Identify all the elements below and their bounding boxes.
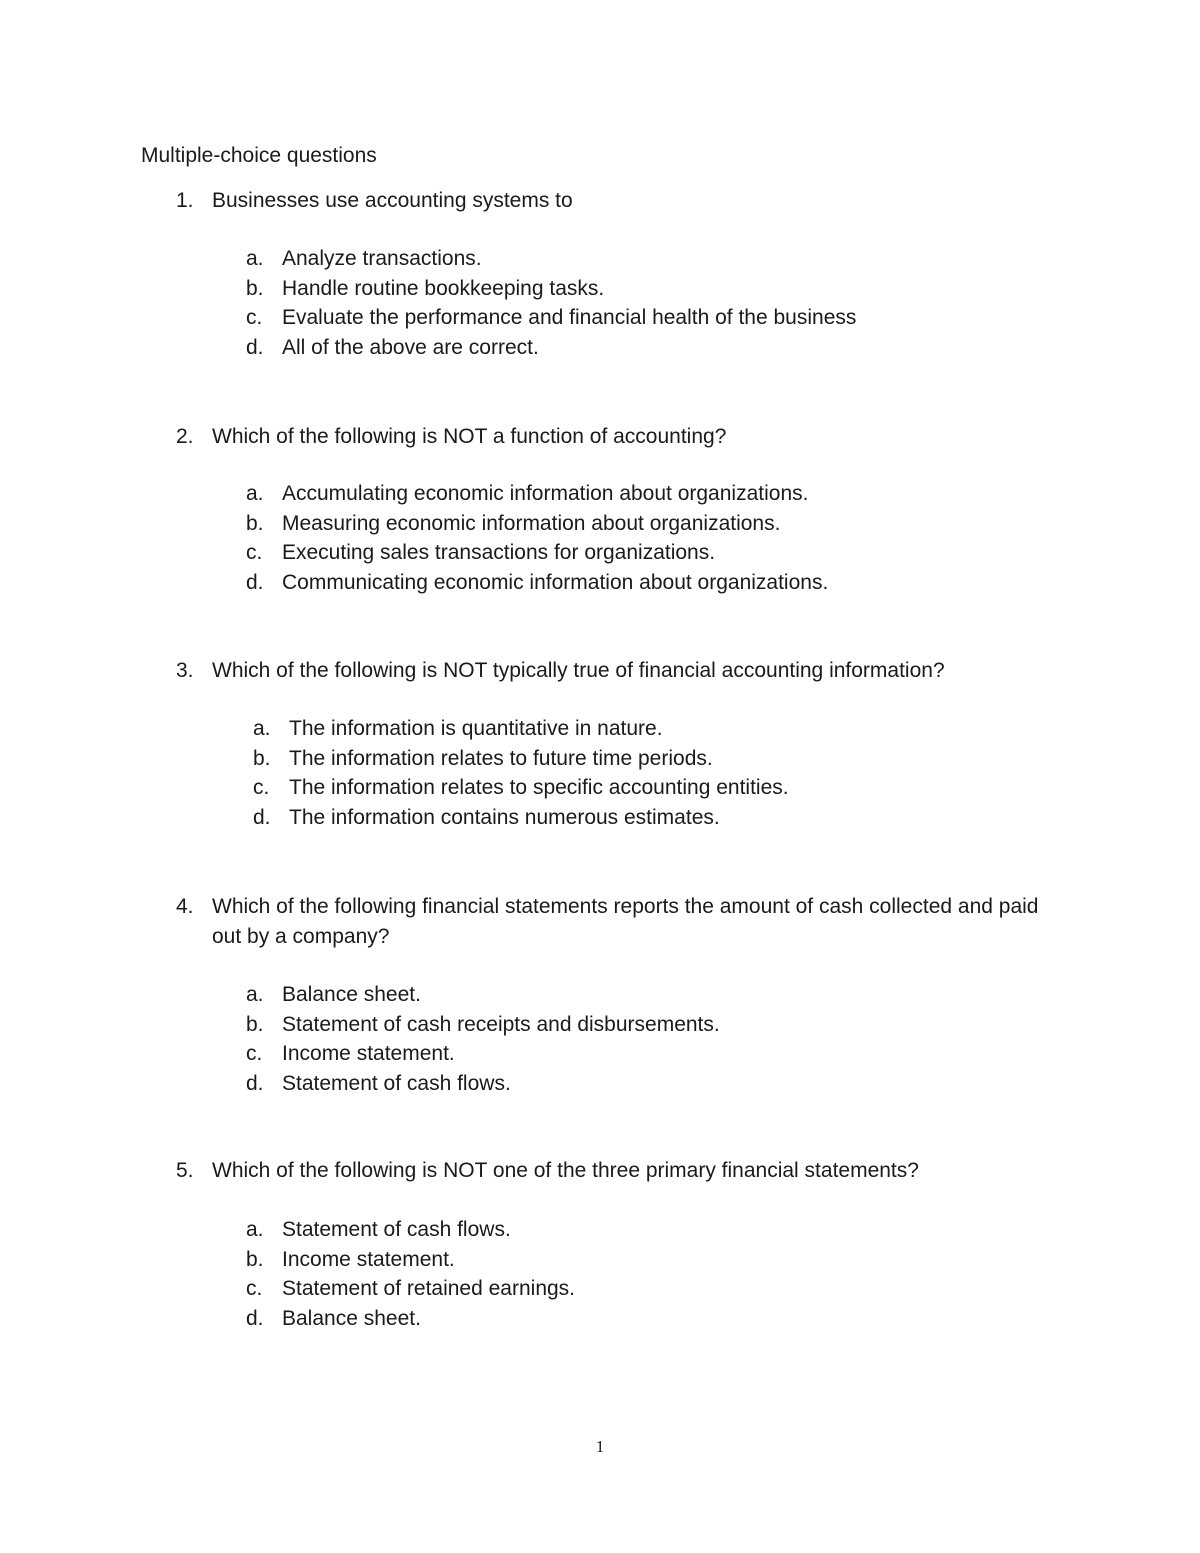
- option-letter: c.: [246, 541, 263, 564]
- option-b: [0, 274, 1200, 304]
- option-letter: d.: [253, 805, 271, 829]
- option-d: [0, 1304, 1200, 1334]
- option-text: Statement of cash flows.: [282, 1218, 511, 1241]
- option-text: The information relates to future time periods.: [289, 746, 713, 770]
- question-text: Which of the following is NOT typically true of financial accounting information?: [212, 659, 945, 682]
- option-a: [0, 244, 1200, 274]
- option-letter: b.: [246, 1012, 264, 1036]
- option-letter: d.: [246, 570, 264, 594]
- option-a: [0, 980, 1200, 1010]
- option-b: [0, 1010, 1200, 1040]
- option-a: [0, 479, 1200, 509]
- option-letter: b.: [246, 511, 264, 535]
- page-number: 1: [595, 1437, 605, 1456]
- option-b: [0, 1245, 1200, 1275]
- question-text: Which of the following is NOT one of the three primary financial statements?: [212, 1159, 919, 1182]
- page-heading: Multiple-choice questions: [141, 144, 377, 167]
- option-d: [0, 333, 1200, 363]
- option-text: The information is quantitative in nature.: [289, 717, 663, 740]
- option-letter: c.: [246, 1042, 263, 1065]
- question-number: 3.: [176, 659, 194, 682]
- option-a: [0, 714, 1200, 744]
- option-letter: d.: [246, 1306, 264, 1330]
- option-letter: b.: [246, 1247, 264, 1271]
- question-text: Which of the following financial statements reports the amount of cash collected and paid out by a company?: [212, 895, 1039, 948]
- option-text: Handle routine bookkeeping tasks.: [282, 276, 605, 300]
- option-letter: a.: [246, 983, 264, 1006]
- option-letter: c.: [253, 776, 270, 799]
- option-text: Income statement.: [282, 1247, 455, 1271]
- option-letter: a.: [246, 1218, 264, 1241]
- question-number: 1.: [176, 189, 194, 212]
- option-c: [0, 1039, 1200, 1069]
- option-text: Statement of cash flows.: [282, 1071, 511, 1095]
- option-c: [0, 303, 1200, 333]
- option-d: [0, 803, 1200, 833]
- option-letter: d.: [246, 335, 264, 359]
- question-text: Which of the following is NOT a function of accounting?: [212, 425, 727, 448]
- option-letter: c.: [246, 1277, 263, 1300]
- option-d: [0, 568, 1200, 598]
- option-a: [0, 1215, 1200, 1245]
- option-letter: c.: [246, 306, 263, 329]
- option-text: Accumulating economic information about organizations.: [282, 482, 809, 505]
- option-letter: a.: [246, 247, 264, 270]
- option-text: Communicating economic information about organizations.: [282, 570, 829, 594]
- question-text: Businesses use accounting systems to: [212, 189, 573, 212]
- option-letter: b.: [253, 746, 271, 770]
- option-b: [0, 744, 1200, 774]
- option-letter: a.: [253, 717, 271, 740]
- option-d: [0, 1069, 1200, 1099]
- option-c: [0, 773, 1200, 803]
- option-text: Balance sheet.: [282, 983, 421, 1006]
- option-letter: d.: [246, 1071, 264, 1095]
- option-c: [0, 1274, 1200, 1304]
- option-text: Executing sales transactions for organizations.: [282, 541, 716, 564]
- option-text: Balance sheet.: [282, 1306, 421, 1330]
- option-letter: a.: [246, 482, 264, 505]
- option-text: Income statement.: [282, 1042, 455, 1065]
- option-text: Evaluate the performance and financial health of the business: [282, 306, 857, 329]
- question-number: 5.: [176, 1159, 194, 1182]
- option-text: Analyze transactions.: [282, 247, 482, 270]
- option-text: The information relates to specific accounting entities.: [289, 776, 789, 799]
- option-b: [0, 509, 1200, 539]
- option-text: Statement of cash receipts and disbursements.: [282, 1012, 720, 1036]
- option-letter: b.: [246, 276, 264, 300]
- option-text: Measuring economic information about organizations.: [282, 511, 781, 535]
- question-number: 4.: [176, 895, 194, 918]
- option-text: Statement of retained earnings.: [282, 1277, 576, 1300]
- option-c: [0, 538, 1200, 568]
- option-text: All of the above are correct.: [282, 335, 539, 359]
- option-text: The information contains numerous estimates.: [289, 805, 720, 829]
- question-number: 2.: [176, 425, 194, 448]
